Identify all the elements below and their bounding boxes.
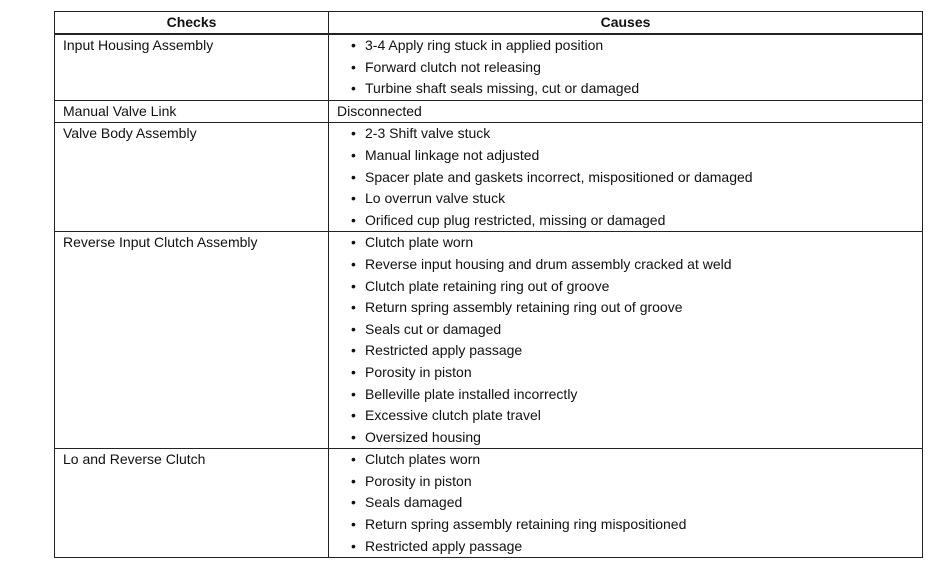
table-row-valve-body-assembly bbox=[55, 123, 923, 232]
cause-list bbox=[337, 123, 914, 231]
cause-item: • Seals cut or damaged bbox=[351, 319, 914, 341]
cause-list bbox=[337, 232, 914, 448]
checks-column-header: Checks bbox=[55, 12, 329, 35]
check-cell: Lo and Reverse Clutch bbox=[55, 449, 329, 558]
cause-item: • Clutch plate retaining ring out of groove bbox=[351, 276, 914, 298]
causes-cell bbox=[329, 34, 923, 100]
cause-item: • Belleville plate installed incorrectly bbox=[351, 384, 914, 406]
table-row-lo-and-reverse-clutch bbox=[55, 449, 923, 558]
cause-list bbox=[337, 449, 914, 557]
cause-item: • Orificed cup plug restricted, missing or damaged bbox=[351, 210, 914, 232]
diagnosis-table bbox=[54, 11, 923, 558]
check-cell: Manual Valve Link bbox=[55, 100, 329, 123]
cause-item: • 2-3 Shift valve stuck bbox=[351, 123, 914, 145]
cause-item: • 3-4 Apply ring stuck in applied position bbox=[351, 35, 914, 57]
cause-item: • Excessive clutch plate travel bbox=[351, 405, 914, 427]
table-row-input-housing-assembly bbox=[55, 34, 923, 100]
cause-item: • Return spring assembly retaining ring out of groove bbox=[351, 297, 914, 319]
causes-cell bbox=[329, 232, 923, 449]
cause-item: • Return spring assembly retaining ring mispositioned bbox=[351, 514, 914, 536]
cause-item: • Restricted apply passage bbox=[351, 536, 914, 558]
cause-list bbox=[337, 35, 914, 100]
table-row-manual-valve-link bbox=[55, 100, 923, 123]
cause-item: • Manual linkage not adjusted bbox=[351, 145, 914, 167]
causes-cell bbox=[329, 100, 923, 123]
cause-item: • Reverse input housing and drum assembly cracked at weld bbox=[351, 254, 914, 276]
cause-item: • Porosity in piston bbox=[351, 471, 914, 493]
cause-item: • Clutch plates worn bbox=[351, 449, 914, 471]
cause-item: • Seals damaged bbox=[351, 492, 914, 514]
cause-item: • Restricted apply passage bbox=[351, 340, 914, 362]
causes-cell bbox=[329, 449, 923, 558]
cause-item: • Porosity in piston bbox=[351, 362, 914, 384]
check-cell: Input Housing Assembly bbox=[55, 34, 329, 100]
causes-cell bbox=[329, 123, 923, 232]
cause-text: Disconnected bbox=[337, 102, 422, 119]
check-cell: Valve Body Assembly bbox=[55, 123, 329, 232]
cause-item: • Forward clutch not releasing bbox=[351, 57, 914, 79]
cause-item: • Lo overrun valve stuck bbox=[351, 188, 914, 210]
cause-item: • Clutch plate worn bbox=[351, 232, 914, 254]
table-header-row bbox=[55, 12, 923, 35]
cause-item: • Oversized housing bbox=[351, 427, 914, 449]
table-row-reverse-input-clutch-assembly bbox=[55, 232, 923, 449]
cause-item: • Spacer plate and gaskets incorrect, mispositioned or damaged bbox=[351, 167, 914, 189]
cause-item: • Turbine shaft seals missing, cut or damaged bbox=[351, 78, 914, 100]
causes-column-header: Causes bbox=[329, 12, 923, 35]
check-cell: Reverse Input Clutch Assembly bbox=[55, 232, 329, 449]
